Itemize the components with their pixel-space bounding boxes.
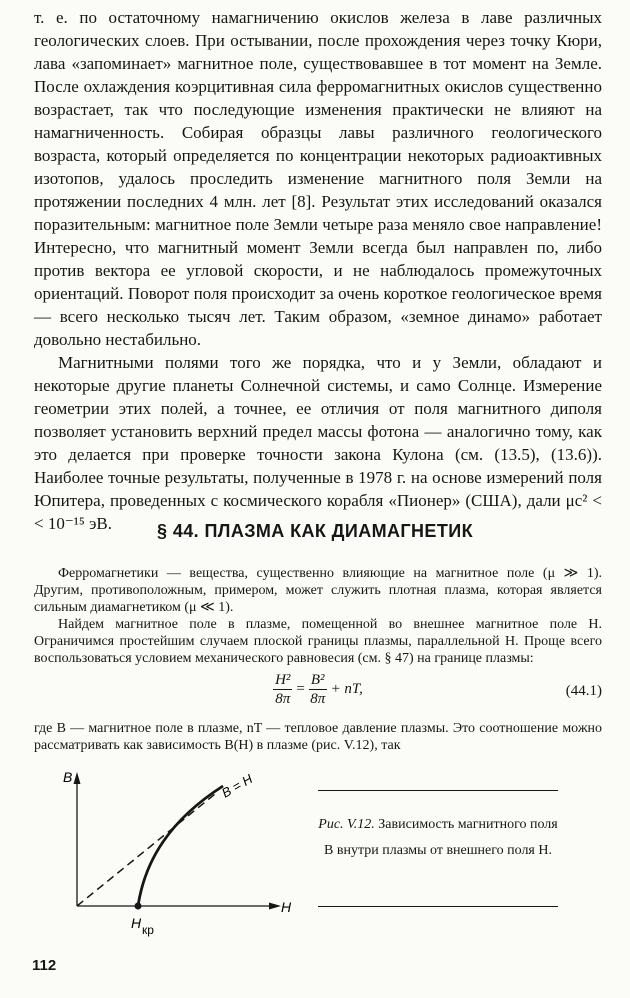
figure-caption (316, 812, 560, 864)
fraction-h-squared (273, 671, 292, 708)
fraction-b-squared (309, 671, 327, 708)
threshold-label-main: H (131, 915, 142, 931)
equation-body (34, 671, 602, 708)
equals-sign: = (296, 681, 305, 697)
caption-rule-bottom (318, 906, 558, 907)
fraction-denominator: 8π (275, 691, 291, 707)
fraction-denominator: 8π (310, 691, 326, 707)
equation-number: (44.1) (565, 683, 602, 699)
text-after-equation (34, 720, 602, 754)
y-axis-arrow (74, 772, 81, 784)
page-number: 112 (32, 957, 57, 974)
paragraph-ferromagnets: Ферромагнетики — вещества, существенно влияющие на магнитное поле (μ ≫ 1). Другим, противоположным, примером, может служить плотная плазма, которая является сильным диамагнетиком (μ ≪ 1). (34, 566, 602, 615)
paragraph-planetary-fields: Магнитными полями того же порядка, что и у Земли, обладают и некоторые другие планеты Солнечной системы, и само Солнце. Измерение геометрии этих полей, а точнее, ее отличия от поля магнитного диполя позволяет установить верхний предел массы фотона — аналогично тому, как это делается при проверке точности закона Кулона (см. (13.5), (13.6)). Наиболее точные результаты, полученные в 1978 г. на основе измерений поля Юпитера, проведенных с космического корабля «Пионер» (США), дали μc² < < 10⁻¹⁵ эВ. (34, 353, 602, 533)
small-text-block (34, 565, 602, 667)
caption-label: Рис. V.12. (318, 817, 375, 832)
diagonal-line-b-equals-h (77, 794, 215, 906)
diagonal-label: B = H (219, 771, 255, 801)
figure-b-vs-h-graph (55, 760, 295, 950)
fraction-numerator: H² (275, 672, 291, 688)
equation-44-1 (34, 665, 602, 715)
threshold-label-subscript: кр (142, 923, 154, 937)
caption-rule-top (318, 790, 558, 791)
x-axis-arrow (269, 903, 281, 910)
equation-tail: + nT, (330, 681, 363, 697)
paragraph-lava-magnetization: т. е. по остаточному намагничению окислов железа в лаве различных геологических слоев. При остывании, после прохождения через точку Кюри, лава «запоминает» магнитное поле, существовавшее в тот момент на Земле. После охлаждения коэрцитивная сила ферромагнитных окислов существенно возрастает, так что последующие изменения практически не влияют на намагниченность. Собирая образцы лавы различного геологического возраста, который определяется по концентрации некоторых радиоактивных изотопов, удалось проследить изменение магнитного поля Земли на протяжении последних 4 млн. лет [8]. Результат этих исследований оказался поразительным: магнитное поле Земли четыре раза меняло свое направление! Интересно, что магнитный момент Земли всегда был направлен по, либо против вектора ее угловой скорости, и не наблюдалось промежуточных ориентаций. Поворот поля происходит за очень короткое геологическое время — всего несколько тысяч лет. Таким образом, «земное динамо» работает довольно нестабильно. (34, 8, 602, 349)
y-axis-label: B (63, 769, 73, 785)
section-heading: § 44. ПЛАЗМА КАК ДИАМАГНЕТИК (157, 521, 473, 541)
main-text-block (34, 6, 602, 535)
caption-text: Зависимость магнитного поля B внутри плазмы от внешнего поля H. (324, 817, 558, 858)
paragraph-b-of-h: где B — магнитное поле в плазме, nT — тепловое давление плазмы. Это соотношение можно рассматривать как зависимость B(H) в плазме (рис. V.12), так (34, 721, 602, 753)
threshold-point (135, 903, 142, 910)
fraction-numerator: B² (310, 672, 325, 688)
x-axis-label: H (281, 899, 292, 915)
paragraph-plasma-boundary: Найдем магнитное поле в плазме, помещенной во внешнее магнитное поле H. Ограничимся простейшим случаем плоской границы плазмы, параллельной H. Проще всего воспользоваться условием механического равновесия (см. § 47) на границе плазмы: (34, 617, 602, 666)
